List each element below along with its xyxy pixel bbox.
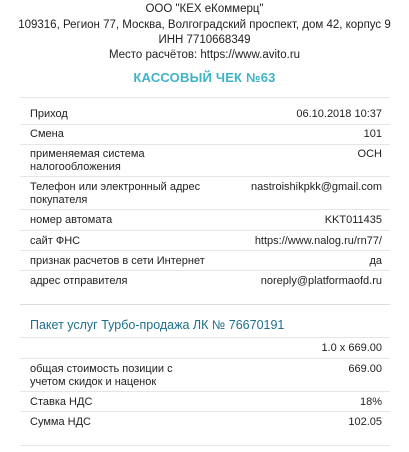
field-label: сайт ФНС	[30, 235, 81, 247]
product-line-label: Сумма НДС	[30, 416, 91, 428]
product-line-label: Ставка НДС	[30, 396, 93, 408]
field-value: KKT011435	[324, 214, 382, 226]
field-label: адрес отправителя	[30, 275, 128, 287]
field-value: 06.10.2018 10:37	[296, 108, 382, 120]
divider	[20, 97, 390, 98]
product-quantity-price: 1.0 x 669.00	[321, 342, 382, 354]
payment-place: Место расчётов: https://www.avito.ru	[108, 49, 301, 61]
field-row	[30, 128, 382, 141]
field-value: nastroishikpkk@gmail.com	[251, 181, 382, 193]
field-label: Приход	[30, 108, 68, 120]
field-label: номер автомата	[30, 214, 113, 226]
field-label: признак расчетов в сети Интернет	[30, 255, 205, 267]
field-value: noreply@platformaofd.ru	[260, 275, 382, 287]
product-line	[30, 363, 382, 389]
product-line-value: 18%	[359, 396, 382, 408]
field-row	[30, 148, 382, 174]
divider	[20, 209, 390, 210]
field-value: да	[369, 255, 382, 267]
product-line-value: 102.05	[348, 416, 382, 428]
field-value: 101	[363, 128, 382, 140]
field-value: ОСН	[357, 148, 382, 160]
org-name: ООО "КЕХ еКоммерц"	[145, 3, 264, 15]
field-label: применяемая система налогообложения	[30, 148, 145, 173]
field-row	[30, 255, 382, 268]
field-row	[30, 275, 382, 288]
divider	[20, 270, 390, 271]
product-name: Пакет услуг Турбо-продажа ЛК № 76670191	[30, 318, 285, 332]
divider	[20, 124, 390, 125]
org-inn: ИНН 7710668349	[158, 34, 251, 46]
field-row	[30, 235, 382, 248]
field-row	[30, 214, 382, 227]
divider	[20, 411, 390, 412]
section-divider	[20, 304, 390, 305]
field-label: Телефон или электронный адрес покупателя	[30, 181, 201, 206]
product-line-value: 669.00	[348, 363, 382, 375]
product-line	[30, 416, 382, 429]
divider	[20, 337, 390, 338]
product-line	[30, 396, 382, 409]
divider	[20, 358, 390, 359]
receipt-title: КАССОВЫЙ ЧЕК №63	[133, 70, 276, 85]
divider	[20, 250, 390, 251]
field-row	[30, 108, 382, 121]
divider	[20, 445, 390, 446]
divider	[20, 391, 390, 392]
field-label: Смена	[30, 128, 64, 140]
divider	[20, 144, 390, 145]
org-address: 109316, Регион 77, Москва, Волгоградский проспект, дом 42, корпус 9	[18, 19, 391, 31]
product-line-label: общая стоимость позиции с учетом скидок и наценок	[30, 363, 173, 388]
field-value: https://www.nalog.ru/rn77/	[254, 235, 382, 247]
divider	[20, 230, 390, 231]
divider	[20, 176, 390, 177]
field-row	[30, 181, 382, 207]
